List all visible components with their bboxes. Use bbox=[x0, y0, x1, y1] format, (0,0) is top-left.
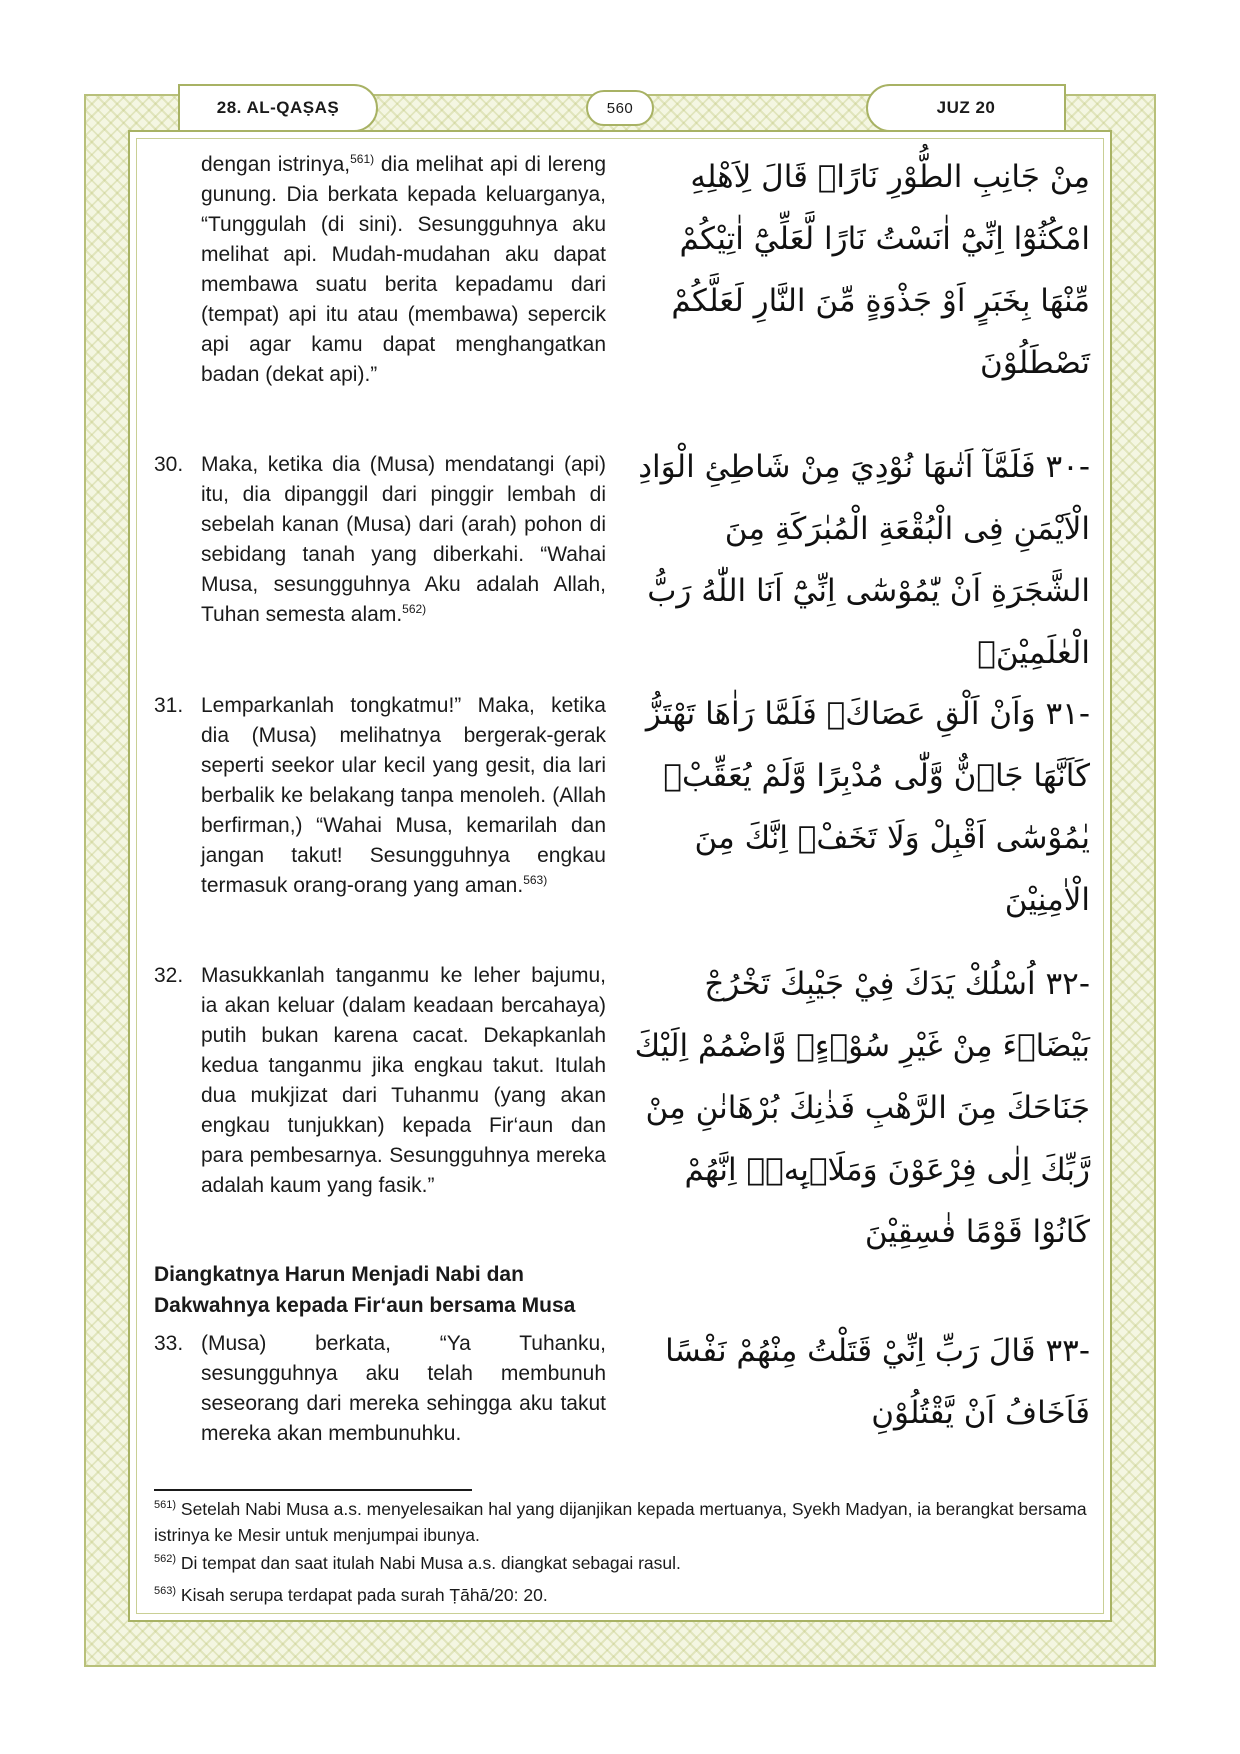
arabic-verse-30 bbox=[628, 436, 1090, 684]
footnote-marker: 562) bbox=[154, 1553, 177, 1566]
footnote-marker: 561) bbox=[154, 1499, 177, 1512]
verse-text: Lemparkanlah tongkatmu!” Maka, ketika dia (Musa) melihatnya bergerak-gerak seperti seekor ular kecil yang gesit, dia lari berbalik ke belakang tanpa menoleh. (Allah berfirman,) “Wahai Musa, kemarilah dan jangan takut! Sesungguhnya engkau termasuk orang-orang yang aman. bbox=[201, 694, 606, 897]
footnote-text: Di tempat dan saat itulah Nabi Musa a.s. diangkat sebagai rasul. bbox=[176, 1553, 681, 1573]
footnote-ref: 562) bbox=[402, 602, 427, 616]
arabic-text: مِنْ جَانِبِ الطُّوْرِ نَارًاۚ قَالَ لِاَهْلِهِ امْكُثُوْٓا اِنِّيْٓ اٰنَسْتُ نَارًا لَّعَلِّيْٓ اٰتِيْكُمْ مِّنْهَا بِخَبَرٍ اَوْ جَذْوَةٍ مِّنَ النَّارِ لَعَلَّكُمْ تَصْطَلُوْنَ bbox=[671, 159, 1090, 381]
footnote-marker: 563) bbox=[154, 1585, 177, 1598]
arabic-verse-number: -٣١ bbox=[1045, 696, 1090, 732]
footnote-divider bbox=[154, 1489, 472, 1491]
arabic-verse-32 bbox=[628, 953, 1090, 1263]
verse-text: (Musa) berkata, “Ya Tuhanku, sesungguhnya aku telah membunuh seseorang dari mereka sehingga aku takut mereka akan membunuhku. bbox=[201, 1332, 606, 1445]
verse-number: 31. bbox=[154, 694, 184, 717]
page-number: 560 bbox=[586, 90, 654, 126]
arabic-verse-number: -٣٢ bbox=[1045, 966, 1090, 1002]
arabic-text: قَالَ رَبِّ اِنِّيْ قَتَلْتُ مِنْهُمْ نَفْسًا فَاَخَافُ اَنْ يَّقْتُلُوْنِ bbox=[665, 1333, 1090, 1431]
juz-label: JUZ 20 bbox=[866, 84, 1066, 132]
verse-number: 33. bbox=[154, 1332, 184, 1355]
footnote-563 bbox=[154, 1582, 1089, 1608]
arabic-verse-29 bbox=[628, 146, 1090, 394]
verse-text: dia melihat api di lereng gunung. Dia berkata kepada keluarganya, “Tunggulah (di sini). Sesungguhnya aku melihat api. Mudah-mudahan aku dapat membawa suatu berita kepadamu dari (tempat) api itu atau (membawa) sepercik api agar kamu dapat menghangatkan badan (dekat api).” bbox=[201, 153, 606, 386]
arabic-text: فَلَمَّآ اَتٰىهَا نُوْدِيَ مِنْ شَاطِئِ الْوَادِ الْاَيْمَنِ فِى الْبُقْعَةِ الْمُبٰرَكَةِ مِنَ الشَّجَرَةِ اَنْ يّٰمُوْسٰٓى اِنِّيْٓ اَنَا اللّٰهُ رَبُّ الْعٰلَمِيْنَۙ bbox=[638, 449, 1090, 671]
verse-number: 30. bbox=[154, 453, 184, 476]
verse-31 bbox=[154, 691, 606, 901]
arabic-text: اُسْلُكْ يَدَكَ فِيْ جَيْبِكَ تَخْرُجْ بَيْضَاۤءَ مِنْ غَيْرِ سُوْۤءٍۖ وَّاضْمُمْ اِلَيْكَ جَنَاحَكَ مِنَ الرَّهْبِ فَذٰنِكَ بُرْهَانٰنِ مِنْ رَّبِّكَ اِلٰى فِرْعَوْنَ وَمَلَا۟ىِٕهٖۗ اِنَّهُمْ كَانُوْا قَوْمًا فٰسِقِيْنَ bbox=[634, 966, 1090, 1250]
surah-title: 28. AL-QAṢAṢ bbox=[178, 84, 378, 132]
section-heading: Diangkatnya Harun Menjadi Nabi dan Dakwahnya kepada Fir‘aun bersama Musa bbox=[154, 1263, 576, 1317]
verse-number: 32. bbox=[154, 964, 184, 987]
footnote-ref: 563) bbox=[523, 873, 548, 887]
verse-30 bbox=[154, 450, 606, 630]
arabic-verse-33 bbox=[628, 1320, 1090, 1444]
verse-text: Masukkanlah tanganmu ke leher bajumu, ia akan keluar (dalam keadaan bercahaya) putih bukan karena cacat. Dekapkanlah kedua tanganmu jika engkau takut. Itulah dua mukjizat dari Tuhanmu (yang akan engkau tunjukkan) kepada Fir‘aun dan para pembesarnya. Sesungguhnya mereka adalah kaum yang fasik.” bbox=[201, 964, 606, 1197]
verse-text: Maka, ketika dia (Musa) mendatangi (api) itu, dia dipanggil dari pinggir lembah di sebelah kanan (Musa) dari (arah) pohon di sebidang tanah yang diberkahi. “Wahai Musa, sesungguhnya Aku adalah Allah, Tuhan semesta alam. bbox=[201, 453, 606, 626]
verse-29-continuation bbox=[154, 150, 606, 390]
verse-text: dengan istrinya, bbox=[201, 153, 351, 176]
verse-33 bbox=[154, 1329, 606, 1449]
footnote-ref: 561) bbox=[350, 152, 375, 166]
footnote-text: Kisah serupa terdapat pada surah Ṭāhā/20: 20. bbox=[176, 1585, 548, 1605]
arabic-verse-31 bbox=[628, 683, 1090, 931]
arabic-verse-number: -٣٠ bbox=[1045, 449, 1090, 485]
footnote-text: Setelah Nabi Musa a.s. menyelesaikan hal yang dijanjikan kepada mertuanya, Syekh Madyan, ia berangkat bersama istrinya ke Mesir untuk menjumpai ibunya. bbox=[154, 1499, 1087, 1545]
arabic-verse-number: -٣٣ bbox=[1045, 1333, 1090, 1369]
verse-32 bbox=[154, 961, 606, 1201]
footnote-562 bbox=[154, 1550, 1089, 1576]
footnote-561 bbox=[154, 1496, 1089, 1548]
arabic-text: وَاَنْ اَلْقِ عَصَاكَۗ فَلَمَّا رَاٰهَا تَهْتَزُّ كَاَنَّهَا جَاۤنٌّ وَّلّٰى مُدْبِرًا وَّلَمْ يُعَقِّبْۗ يٰمُوْسٰٓى اَقْبِلْ وَلَا تَخَفْۗ اِنَّكَ مِنَ الْاٰمِنِيْنَ bbox=[645, 696, 1090, 918]
